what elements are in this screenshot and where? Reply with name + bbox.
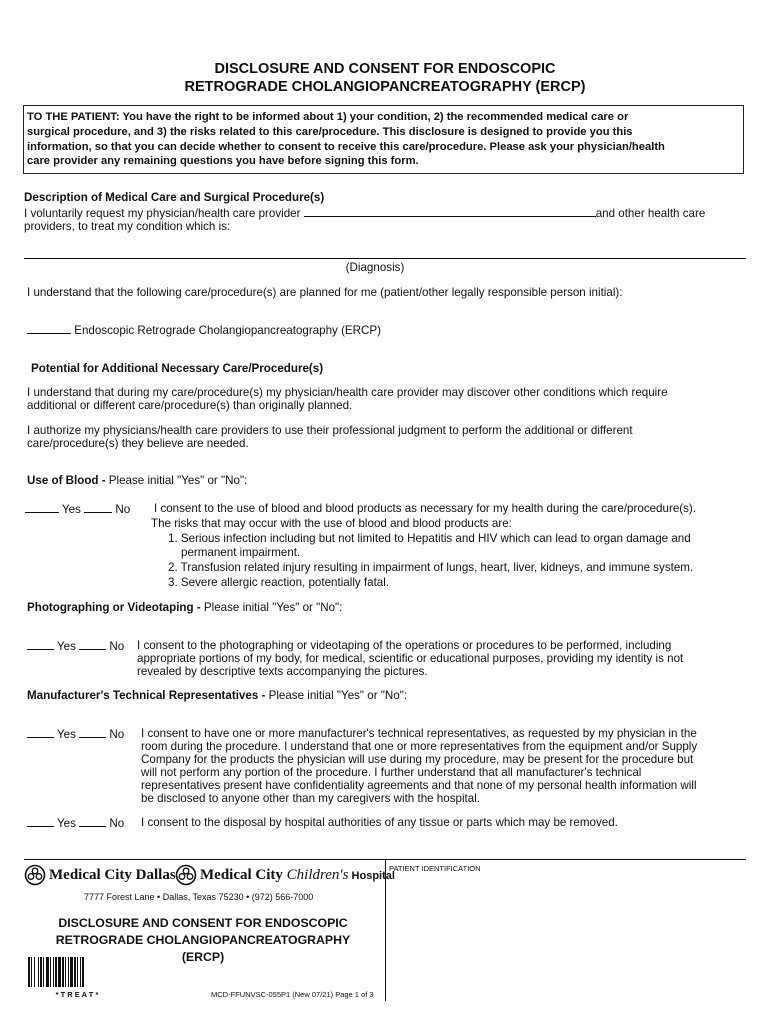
patient-notice-line: TO THE PATIENT: You have the right to be informed about 1) your condition, 2) the recommended medical care or [27, 111, 629, 123]
blood-instruction: Please initial "Yes" or "No": [108, 474, 248, 487]
medical-city-childrens-logo [175, 864, 395, 886]
manufacturer-consent: will not perform any portion of the procedure. I further understand that all manufacturer's technical [141, 766, 642, 779]
barcode-stripe [70, 957, 73, 987]
footer-title-line: RETROGRADE CHOLANGIOPANCREATOGRAPHY [55, 933, 351, 947]
procedure-line [27, 323, 381, 338]
authorization-text: care/procedure(s) they believe are needed. [27, 437, 249, 450]
blood-risk-item: 2. Transfusion related injury resulting in impairment of lungs, heart, liver, kidneys, and immune system. [168, 561, 694, 574]
logo-text-childrens-c: Hospital [348, 869, 395, 882]
blood-heading [27, 474, 247, 488]
logo-text-childrens-b: Children's [286, 866, 349, 883]
manufacturer-consent: I consent to have one or more manufacturer's technical representatives, as requested by my physician in the [141, 727, 697, 740]
patient-notice-line: care provider any remaining questions you have before signing this form. [27, 155, 419, 168]
barcode-stripe [46, 957, 49, 987]
other-providers-text: and other health care [595, 207, 706, 220]
disposal-no-initial[interactable] [79, 816, 106, 827]
barcode-stripe [28, 957, 30, 987]
manufacturer-consent: Company for the products the physician will use during my procedure, may be present for the procedure but [141, 753, 694, 766]
barcode-stripe [53, 957, 54, 987]
blood-yes-label: Yes [62, 503, 81, 516]
photo-yes-label: Yes [57, 640, 76, 653]
blood-no-label: No [115, 503, 131, 516]
physician-request-line [24, 206, 705, 221]
medical-city-dallas-logo [24, 864, 176, 886]
description-heading: Description of Medical Care and Surgical Procedure(s) [24, 191, 325, 204]
patient-notice-box [23, 105, 744, 174]
barcode-stripe [82, 957, 84, 987]
photo-instruction: Please initial "Yes" or "No": [203, 601, 343, 614]
manufacturer-consent: be disclosed to anyone other than my caregivers with the hospital. [141, 792, 480, 805]
barcode-stripe [58, 957, 61, 987]
barcode-stripe [62, 957, 64, 987]
photo-consent: I consent to the photographing or videotaping of the operations or procedures to be performed, including [137, 639, 672, 652]
manufacturer-consent: representatives present have confidentiality agreements and that none of my personal health information will [141, 779, 697, 792]
hospital-address: 7777 Forest Lane • Dallas, Texas 75230 • (972) 566-7000 [84, 892, 314, 902]
authorization-text: I authorize my physicians/health care providers to use their professional judgment to perform the additional or different [27, 424, 633, 437]
manufacturer-yes-label: Yes [57, 728, 76, 741]
photo-consent: revealed by descriptive texts accompanying the pictures. [137, 665, 428, 678]
blood-no-initial[interactable] [84, 502, 112, 513]
additional-care-text: I understand that during my care/procedure(s) my physician/health care provider may discover other conditions which require [27, 386, 668, 399]
form-number: MCD-FFUNVSC-055P1 (New 07/21) Page 1 of 3 [211, 990, 374, 999]
additional-care-heading: Potential for Additional Necessary Care/Procedure(s) [31, 362, 324, 375]
planned-procedure-text: I understand that the following care/procedure(s) are planned for me (patient/other legally responsible person initial): [27, 286, 623, 299]
barcode-stripe [74, 957, 76, 987]
disposal-yes-initial[interactable] [27, 816, 54, 827]
diagnosis-field[interactable] [24, 258, 746, 259]
procedure-name: Endoscopic Retrograde Cholangiopancreatography (ERCP) [74, 324, 381, 337]
blood-risk-item: 3. Severe allergic reaction, potentially fatal. [168, 576, 390, 589]
disposal-consent: I consent to the disposal by hospital authorities of any tissue or parts which may be removed. [141, 816, 618, 829]
photo-no-label: No [109, 640, 125, 653]
barcode-text: * T R E A T * [55, 990, 99, 999]
barcode-stripe [31, 957, 32, 987]
blood-risk-item: 1. Serious infection including but not limited to Hepatitis and HIV which can lead to organ damage and [168, 532, 691, 545]
blood-risks-intro: The risks that may occur with the use of blood and blood products are: [151, 517, 512, 530]
blood-yes-initial[interactable] [25, 502, 59, 513]
medical-city-logo-icon [175, 864, 197, 886]
disposal-yes-no [27, 816, 124, 831]
photo-heading [27, 601, 342, 615]
barcode-stripe [34, 957, 35, 987]
barcode-stripe [43, 957, 44, 987]
photo-consent: appropriate portions of my body, for medical, scientific or educational purposes, providing my identity is not [137, 652, 684, 665]
blood-yes-no [25, 502, 130, 517]
barcode-stripe [80, 957, 81, 987]
barcode-stripe [38, 957, 39, 987]
page-title-line-1: DISCLOSURE AND CONSENT FOR ENDOSCOPIC [214, 61, 556, 77]
patient-notice-line: surgical procedure, and 3) the risks related to this care/procedure. This disclosure is designed to provide you this [27, 125, 633, 138]
physician-name-field[interactable] [304, 206, 596, 217]
disposal-yes-label: Yes [57, 817, 76, 830]
barcode [28, 957, 126, 991]
physician-request-text: I voluntarily request my physician/health care provider [24, 207, 301, 220]
manufacturer-no-label: No [109, 728, 125, 741]
logo-text-childrens [200, 867, 395, 884]
barcode-stripe [68, 957, 69, 987]
manufacturer-consent: room during the procedure. I understand that one or more representatives from the equipment and/or Supply [141, 740, 698, 753]
page-title-line-2: RETROGRADE CHOLANGIOPANCREATOGRAPHY (ERCP) [184, 79, 586, 95]
diagnosis-label: (Diagnosis) [345, 261, 405, 274]
additional-care-text: additional or different care/procedure(s) than originally planned. [27, 399, 353, 412]
photo-heading-label: Photographing or Videotaping - [27, 601, 204, 614]
manufacturer-heading-label: Manufacturer's Technical Representatives - [27, 689, 269, 702]
photo-yes-no [27, 639, 124, 654]
barcode-stripe [77, 957, 78, 987]
barcode-stripe [50, 957, 51, 987]
procedure-initial-field[interactable] [27, 323, 71, 334]
photo-yes-initial[interactable] [27, 639, 54, 650]
logo-text-dallas: Medical City Dallas [49, 866, 176, 883]
blood-consent: I consent to the use of blood and blood products as necessary for my health during the care/procedure(s). [154, 502, 697, 515]
medical-city-logo-icon [24, 864, 46, 886]
disposal-no-label: No [109, 817, 125, 830]
manufacturer-no-initial[interactable] [79, 727, 106, 738]
manufacturer-yes-no [27, 727, 124, 742]
barcode-stripe [55, 957, 57, 987]
barcode-stripe [65, 957, 66, 987]
blood-heading-label: Use of Blood - [27, 474, 109, 487]
logo-text-childrens-a: Medical City [200, 866, 287, 883]
blood-risk-item: permanent impairment. [181, 546, 301, 559]
manufacturer-instruction: Please initial "Yes" or "No": [268, 689, 408, 702]
patient-id-label: PATIENT IDENTIFICATION [389, 864, 481, 873]
barcode-stripe [40, 957, 42, 987]
manufacturer-yes-initial[interactable] [27, 727, 54, 738]
footer-title-line: (ERCP) [181, 950, 225, 964]
patient-notice-line: information, so that you can decide whether to consent to receive this care/procedure. Please ask your physician/health [27, 140, 665, 153]
photo-no-initial[interactable] [79, 639, 106, 650]
condition-line: providers, to treat my condition which is: [24, 220, 231, 233]
manufacturer-heading [27, 689, 407, 703]
footer-title-line: DISCLOSURE AND CONSENT FOR ENDOSCOPIC [58, 916, 348, 930]
